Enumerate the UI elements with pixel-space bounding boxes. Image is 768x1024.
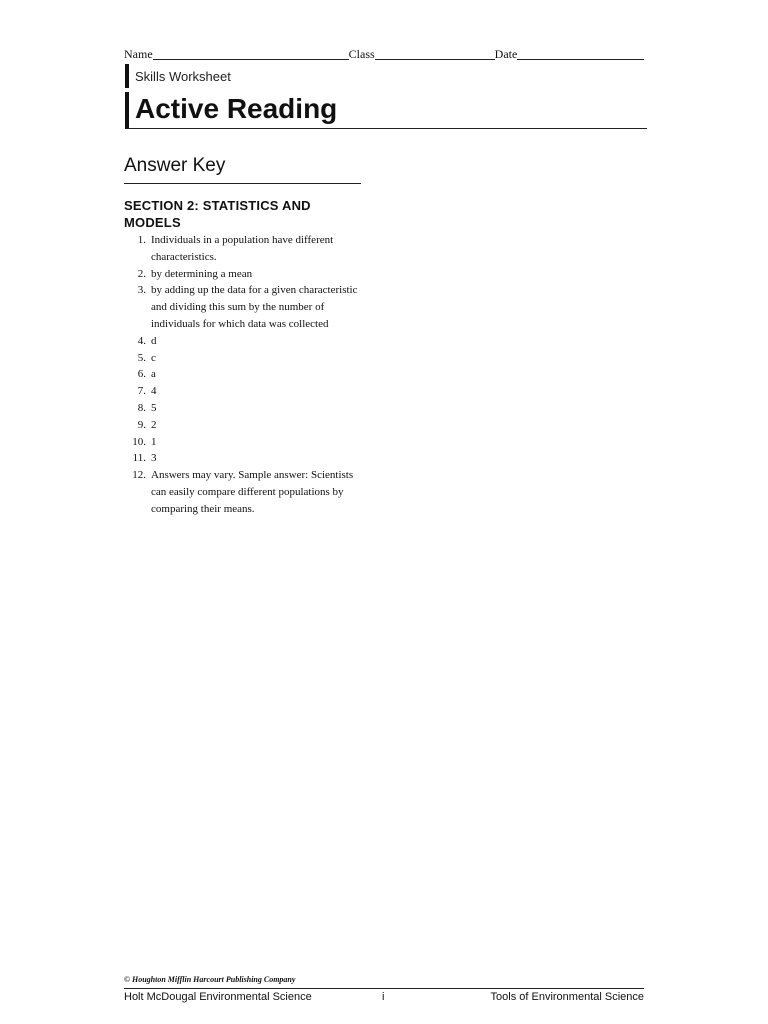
date-label: Date [494, 47, 518, 61]
answer-item [124, 400, 364, 417]
class-blank [375, 47, 495, 60]
answer-text: 5 [151, 401, 157, 414]
answer-number: 5. [137, 351, 146, 364]
answer-item [124, 266, 364, 283]
answer-text: c [151, 351, 156, 364]
date-blank [517, 47, 644, 60]
answer-text: Individuals in a population have different characteristics. [151, 234, 334, 263]
answer-number: 6. [137, 368, 146, 381]
answer-number: 9. [137, 418, 146, 431]
answer-text: d [151, 334, 157, 347]
answer-text: 2 [151, 418, 157, 431]
worksheet-type-label: Skills Worksheet [125, 64, 231, 88]
answer-item [124, 383, 364, 400]
answer-item [124, 282, 364, 332]
answer-item [124, 366, 364, 383]
name-label: Name [124, 47, 153, 61]
answer-list [124, 232, 364, 518]
answer-text: by adding up the data for a given characteristic and dividing this sum by the number of individuals for which data was collected [151, 284, 358, 330]
answer-number: 7. [137, 385, 146, 398]
answer-number: 1. [137, 234, 146, 246]
answer-item [124, 467, 364, 517]
name-class-date-line [124, 46, 644, 62]
answer-text: 3 [151, 452, 157, 465]
answer-item [124, 350, 364, 367]
answer-item [124, 434, 364, 451]
footer-page-number: i [382, 991, 385, 1003]
answer-item [124, 333, 364, 350]
answer-key-heading: Answer Key [124, 153, 361, 184]
section-title: SECTION 2: STATISTICS AND MODELS [124, 198, 311, 230]
footer-book-title: Holt McDougal Environmental Science [124, 991, 312, 1003]
answer-number: 4. [137, 334, 146, 347]
answer-number: 12. [132, 469, 146, 482]
answer-number: 10. [132, 435, 146, 448]
answer-number: 2. [137, 267, 146, 280]
name-blank [153, 47, 349, 60]
answer-item [124, 417, 364, 434]
answer-number: 8. [137, 401, 146, 414]
page-footer [124, 989, 644, 1005]
class-label: Class [348, 47, 375, 61]
title-block [125, 92, 647, 129]
answer-text: Answers may vary. Sample answer: Scientists can easily compare different populations by comparing their means. [151, 469, 354, 515]
page-title: Active Reading [135, 93, 338, 124]
answer-number: 3. [137, 284, 146, 297]
footer-chapter-title: Tools of Environmental Science [490, 991, 644, 1003]
answer-item [124, 450, 364, 467]
answer-item [124, 232, 364, 266]
copyright-notice: © Houghton Mifflin Harcourt Publishing Company [124, 975, 296, 984]
answer-text: 4 [151, 385, 157, 398]
answer-text: a [151, 368, 156, 381]
answer-text: by determining a mean [151, 267, 253, 280]
answer-number: 11. [132, 452, 146, 465]
answer-text: 1 [151, 435, 157, 448]
